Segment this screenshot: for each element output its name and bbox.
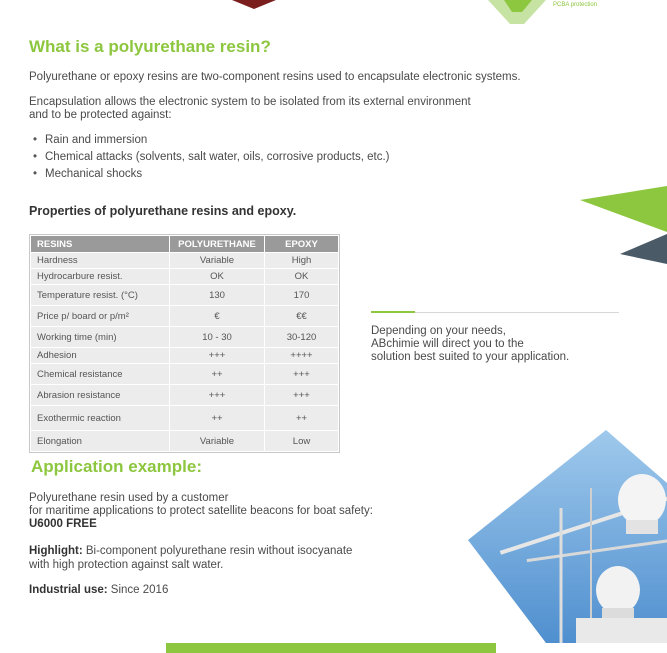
table-row [31, 327, 339, 348]
application-line-1: Polyurethane resin used by a customer [29, 492, 229, 504]
list-item: • Chemical attacks (solvents, salt water, oils, corrosive products, etc.) [31, 149, 389, 166]
table-row [31, 253, 339, 269]
highlight-line-2: with high protection against salt water. [29, 559, 224, 571]
property-name: Elongation [31, 431, 170, 452]
industrial-use [29, 584, 168, 597]
property-name: Hydrocarbure resist. [31, 269, 170, 285]
list-item: • Mechanical shocks [31, 166, 389, 183]
polyurethane-value: Variable [170, 253, 265, 269]
epoxy-value: OK [265, 269, 339, 285]
table-row [31, 364, 339, 385]
table-row [31, 306, 339, 327]
logo-mark [488, 0, 548, 26]
application-title: Application example: [31, 457, 202, 476]
polyurethane-value: Variable [170, 431, 265, 452]
polyurethane-value: ++ [170, 406, 265, 431]
properties-table [30, 235, 339, 452]
protection-list [31, 132, 389, 183]
epoxy-value: Low [265, 431, 339, 452]
epoxy-value: 30-120 [265, 327, 339, 348]
satellite-beacon-photo [466, 428, 667, 643]
properties-title: Properties of polyurethane resins and epoxy. [29, 204, 297, 218]
epoxy-value: High [265, 253, 339, 269]
table-row [31, 285, 339, 306]
intro-paragraph-2-line-2: and to be protected against: [29, 109, 172, 121]
property-name: Price p/ board or p/m² [31, 306, 170, 327]
property-name: Working time (min) [31, 327, 170, 348]
side-note-accent [371, 311, 415, 313]
highlight-label: Highlight: [29, 545, 83, 557]
polyurethane-value: +++ [170, 348, 265, 364]
side-note-line-2: ABchimie will direct you to the [371, 338, 524, 350]
side-note-line-3: solution best suited to your application. [371, 351, 570, 363]
table-row [31, 385, 339, 406]
green-band-decoration [580, 186, 667, 232]
polyurethane-value: 130 [170, 285, 265, 306]
slate-band-decoration [620, 234, 667, 264]
table-row [31, 348, 339, 364]
polyurethane-value: +++ [170, 385, 265, 406]
application-line-2: for maritime applications to protect satellite beacons for boat safety: [29, 505, 373, 517]
top-red-shape [232, 0, 276, 10]
polyurethane-value: OK [170, 269, 265, 285]
logo-tagline: PCBA protection [553, 2, 598, 8]
epoxy-value: 170 [265, 285, 339, 306]
industrial-text: Since 2016 [107, 584, 169, 596]
intro-paragraph-1: Polyurethane or epoxy resins are two-component resins used to encapsulate electronic systems. [29, 71, 521, 83]
property-name: Adhesion [31, 348, 170, 364]
list-item: • Rain and immersion [31, 132, 389, 149]
property-name: Exothermic reaction [31, 406, 170, 431]
intro-paragraph-2-line-1: Encapsulation allows the electronic system to be isolated from its external environment [29, 96, 471, 108]
polyurethane-value: ++ [170, 364, 265, 385]
intro-title: What is a polyurethane resin? [29, 37, 271, 56]
column-header-resins: RESINS [31, 236, 170, 253]
property-name: Temperature resist. (°C) [31, 285, 170, 306]
properties-table-frame [29, 234, 340, 453]
footer-bar [166, 643, 496, 653]
highlight-line-1 [29, 545, 352, 558]
table-row [31, 269, 339, 285]
product-name: U6000 FREE [29, 518, 97, 530]
epoxy-value: +++ [265, 385, 339, 406]
table-row [31, 406, 339, 431]
epoxy-value: +++ [265, 364, 339, 385]
table-row [31, 431, 339, 452]
property-name: Hardness [31, 253, 170, 269]
epoxy-value: ++++ [265, 348, 339, 364]
epoxy-value: ++ [265, 406, 339, 431]
epoxy-value: €€ [265, 306, 339, 327]
column-header-polyurethane: POLYURETHANE [170, 236, 265, 253]
polyurethane-value: 10 - 30 [170, 327, 265, 348]
polyurethane-value: € [170, 306, 265, 327]
property-name: Abrasion resistance [31, 385, 170, 406]
industrial-label: Industrial use: [29, 584, 108, 596]
highlight-text: Bi-component polyurethane resin without isocyanate [82, 545, 353, 557]
property-name: Chemical resistance [31, 364, 170, 385]
side-note-line-1: Depending on your needs, [371, 325, 506, 337]
column-header-epoxy: EPOXY [265, 236, 339, 253]
